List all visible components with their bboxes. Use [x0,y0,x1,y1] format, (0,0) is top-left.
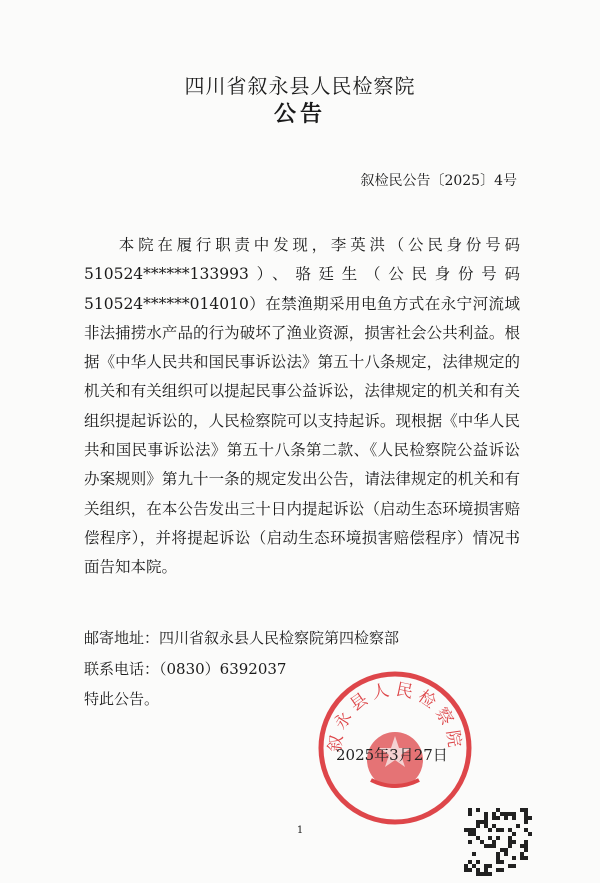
notice-body [84,231,520,583]
document-title: 公告 [273,102,326,127]
organization-title: 四川省叙永县人民检察院 [184,74,416,98]
mailing-address: 邮寄地址：四川省叙永县人民检察院第四检察部 [84,629,400,647]
seal-date: 2025年3月27日 [336,746,448,764]
document-number: 叙检民公告〔2025〕4号 [360,173,517,189]
seal-text: 叙永县人民检察院 [325,679,465,754]
notice-paragraph: 本院在履行职责中发现，李英洪（公民身份号码510524******133993）、骆廷生（公民身份号码510524******014010）在禁渔期采用电鱼方式在永宁河流域非法捕捞水产品的行为破坏了渔业资源，损害社会公共利益。根据《中华人民共和国民事诉讼法》第五十八条规定，法律规定的机关和有关组织可以提起民事公益诉讼，法律规定的机关和有关组织提起诉讼的，人民检察院可以支持起诉。现根据《中华人民共和国民事诉讼法》第五十八条第二款、《人民检察院公益诉讼办案规则》第九十一条的规定发出公告，请法律规定的机关和有关组织，在本公告发出三十日内提起诉讼（启动生态环境损害赔偿程序），并将提起诉讼（启动生态环境损害赔偿程序）情况书面告知本院。 [84,236,520,577]
page-number: 1 [296,825,304,836]
closing-line: 特此公告。 [84,690,160,708]
contact-phone: 联系电话：（0830）6392037 [84,659,287,678]
qr-code-icon [464,808,532,876]
